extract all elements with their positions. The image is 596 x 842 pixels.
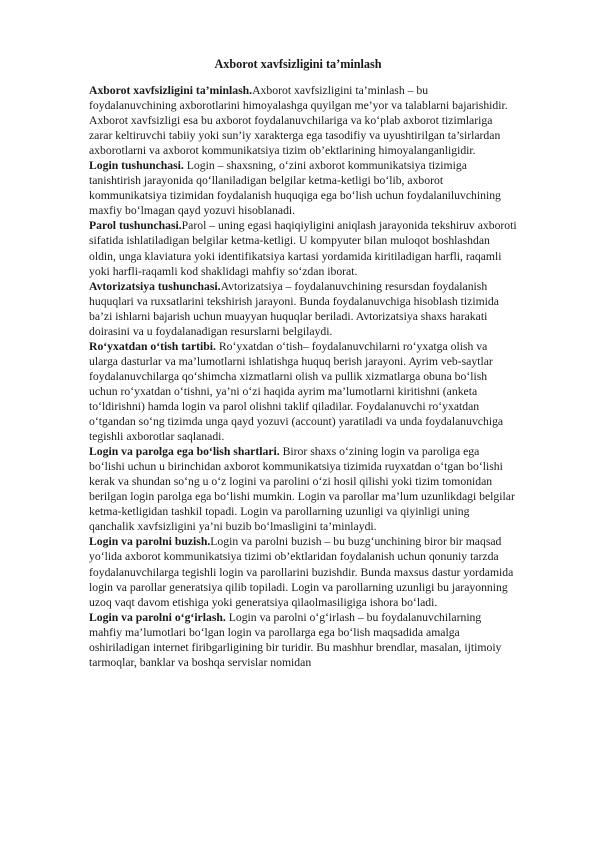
- paragraph: [89, 339, 517, 444]
- paragraph: [89, 218, 517, 278]
- paragraph-text: Login va parolni buzish – bu buzg‘unchining biror bir maqsad yo‘lida axborot kommunikatsiya tizimi ob’ektlaridan foydalanish uchun qonuniy tarzda foydalanuvchilarga tegishli login va parollarini buzishdir. Bunda maxsus dastur yordamida login va parollar generatsiya qilib topiladi. Login va parollarning uzunligi bu jarayonning uzoq vaqt davom etishiga yoki generatsiya qilaolmasiligiga ishora bo‘ladi.: [89, 535, 514, 609]
- paragraph-text: Axborot xavfsizligini ta’minlash – bu foydalanuvchining axborotlarini himoyalashga quyilgan me’yor va talablarni bajarishidir. Axborot xavfsizligi esa bu axborot foydalanuvchilariga va ko‘plab axborot tizimlariga zarar keltiruvchi tabiiy yoki sun’iy xarakterga ega tasodifiy va uyushtirilgan ta’sirlardan axborotlarni va axborot kommunikatsiya tizim ob’ektlarining himoyalanganligidir.: [89, 84, 508, 158]
- document-body: [89, 83, 517, 670]
- paragraph-text: Biror shaxs o‘zining login va paroliga ega bo‘lishi uchun u birinchidan axborot kommunikatsiya tizimida ruyxatdan o‘tgan bo‘lishi kerak va shundan so‘ng u o‘z logini va parolini o‘zi hosil qilishi yoki tizim tomonidan berilgan login parolga ega bo‘lishi mumkin. Login va parollar ma’lum uzunlikdagi belgilar ketma-ketligidan tashkil topadi. Login va parollarning uzunligi va qiyinligi uning qanchalik xavfsizligini ya’ni buzib bo‘lmasligini ta’minlaydi.: [89, 445, 515, 534]
- paragraph-term: Axborot xavfsizligini ta’minlash.: [89, 84, 253, 97]
- paragraph-term: Ro‘yxatdan o‘tish tartibi.: [89, 339, 216, 353]
- paragraph: [89, 279, 517, 339]
- paragraph-text: Login – shaxsning, o‘zini axborot kommunikatsiya tizimiga tanishtirish jarayonida qo‘llaniladigan belgilar ketma-ketligi bo‘lib, axborot kommunikatsiya tizimidan foydalanish huquqiga ega bo‘lish uchun foydalaniluvchining maxfiy bo‘lmagan qayd yozuvi hisoblanadi.: [89, 159, 501, 218]
- paragraph: [89, 444, 517, 534]
- paragraph-term: Parol tushunchasi.: [89, 219, 182, 233]
- paragraph: [89, 83, 517, 158]
- paragraph: [89, 534, 517, 609]
- paragraph: [89, 610, 517, 670]
- document-title: Axborot xavfsizligini ta’minlash: [214, 57, 382, 71]
- paragraph-term: Login va parolni buzish.: [89, 535, 211, 549]
- paragraph-text: Parol – uning egasi haqiqiyligini aniqlash jarayonida tekshiruv axboroti sifatida ishlatiladigan belgilar ketma-ketligi. U kompyuter bilan muloqot boshlashdan oldin, unga klaviatura yoki identifikatsiya kartasi yordamida kiritiladigan harfli, raqamli yoki harfli-raqamli kod shaklidagi mahfiy so‘zdan iborat.: [89, 219, 517, 278]
- paragraph-term: Login va parolga ega bo‘lish shartlari.: [89, 445, 280, 459]
- paragraph-term: Login tushunchasi.: [89, 159, 184, 173]
- paragraph-term: Avtorizatsiya tushunchasi.: [89, 279, 221, 293]
- paragraph-text: Login va parolni o‘g‘irlash – bu foydalanuvchilarning mahfiy ma’lumotlari bo‘lgan login va parollarga ega bo‘lish maqsadida amalga oshiriladigan internet firibgarligining bir turidir. Bu mashhur brendlar, masalan, ijtimoiy tarmoqlar, banklar va boshqa servislar nomidan: [89, 610, 502, 669]
- paragraph-term: Login va parolni o‘g‘irlash.: [89, 610, 226, 624]
- paragraph-text: Ro‘yxatdan o‘tish– foydalanuvchilarni ro‘yxatga olish va ularga dasturlar va ma’lumotlarni ishlatishga huquq berish jarayoni. Ayrim veb-saytlar foydalanuvchilarga qo‘shimcha xizmatlarni olish va pullik xizmatlarga obuna bo‘lish uchun ro‘yxatdan o‘tishni, ya’ni o‘zi haqida ayrim ma’lumotlarni kiritishni (anketa to‘ldirishni) hamda login va parol olishni taklif qiladilar. Foydalanuvchi ro‘yxatdan o‘tgandan so‘ng tizimda unga qayd yozuvi (account) yaratiladi va unda foydalanuvchiga tegishli axborotlar saqlanadi.: [89, 339, 504, 444]
- paragraph-text: Avtorizatsiya – foydalanuvchining resursdan foydalanish huquqlari va ruxsatlarini tekshirish jarayoni. Bunda foydalanuvchiga hisoblash tizimida ba’zi ishlarni bajarish uchun muayyan huquqlar beriladi. Avtorizatsiya shaxs harakati doirasini va u foydalanadigan resurslarni belgilaydi.: [89, 279, 499, 338]
- paragraph: [89, 158, 517, 218]
